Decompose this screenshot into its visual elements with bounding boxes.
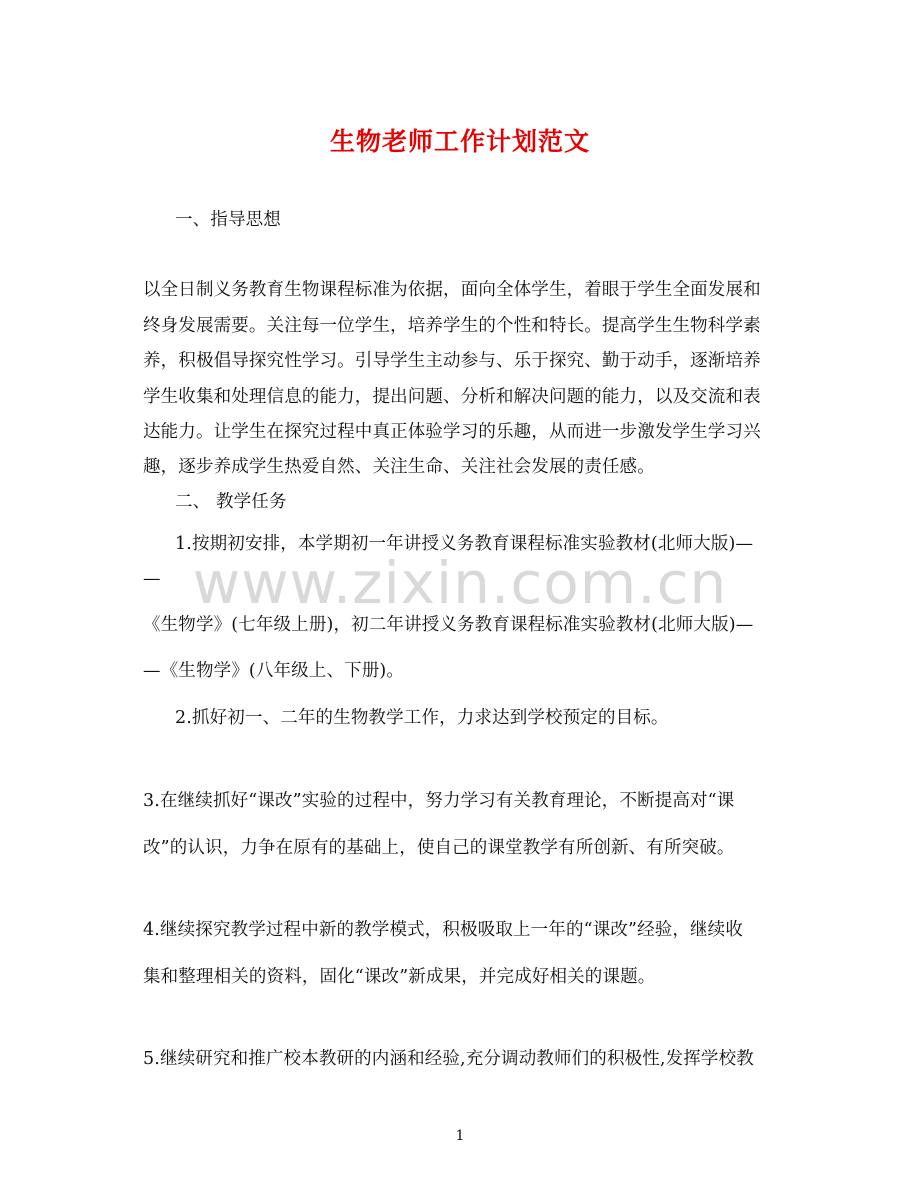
list-item-3-line: 改”的认识，力争在原有的基础上，使自己的课堂教学有所创新、有所突破。 (143, 838, 735, 858)
list-item-3-line: 3.在继续抓好“课改”实验的过程中，努力学习有关教育理论，不断提高对“课 (143, 791, 735, 811)
body-line: 学生收集和处理信息的能力，提出问题、分析和解决问题的能力，以及交流和表 (143, 387, 761, 407)
list-item-2: 2.抓好初一、二年的生物教学工作，力求达到学校预定的目标。 (175, 708, 669, 728)
body-line: 终身发展需要。关注每一位学生，培养学生的个性和特长。提高学生生物科学素 (143, 316, 761, 336)
watermark: www.zixin.com.cn (192, 549, 728, 617)
body-line: 达能力。让学生在探究过程中真正体验学习的乐趣，从而进一步激发学生学习兴 (143, 422, 761, 442)
body-line: 养，积极倡导探究性学习。引导学生主动参与、乐于探究、勤于动手，逐渐培养 (143, 351, 761, 371)
section-heading-teaching-tasks: 二、 教学任务 (175, 492, 287, 512)
list-item-4-line: 集和整理相关的资料，固化“课改”新成果，并完成好相关的课题。 (143, 967, 656, 987)
body-line: 以全日制义务教育生物课程标准为依据，面向全体学生，着眼于学生全面发展和 (143, 280, 761, 300)
list-item-1-line: — (143, 569, 161, 589)
list-item-1-line: 1.按期初安排，本学期初一年讲授义务教育课程标准实验教材(北师大版)— (175, 534, 754, 554)
document-title: 生物老师工作计划范文 (329, 127, 590, 156)
body-line: 趣，逐步养成学生热爱自然、关注生命、关注社会发展的责任感。 (143, 457, 655, 477)
list-item-4-line: 4.继续探究教学过程中新的教学模式，积极吸取上一年的“课改”经验，继续收 (143, 920, 743, 940)
list-item-1-line: —《生物学》(八年级上、下册)。 (143, 661, 405, 681)
list-item-1-line: 《生物学》(七年级上册)，初二年讲授义务教育课程标准实验教材(北师大版)— (143, 615, 754, 635)
list-item-5-line: 5.继续研究和推广校本教研的内涵和经验,充分调动教师们的积极性,发挥学校教 (143, 1049, 754, 1069)
page-number: 1 (455, 1128, 465, 1144)
section-heading-guiding-thought: 一、指导思想 (175, 210, 281, 230)
